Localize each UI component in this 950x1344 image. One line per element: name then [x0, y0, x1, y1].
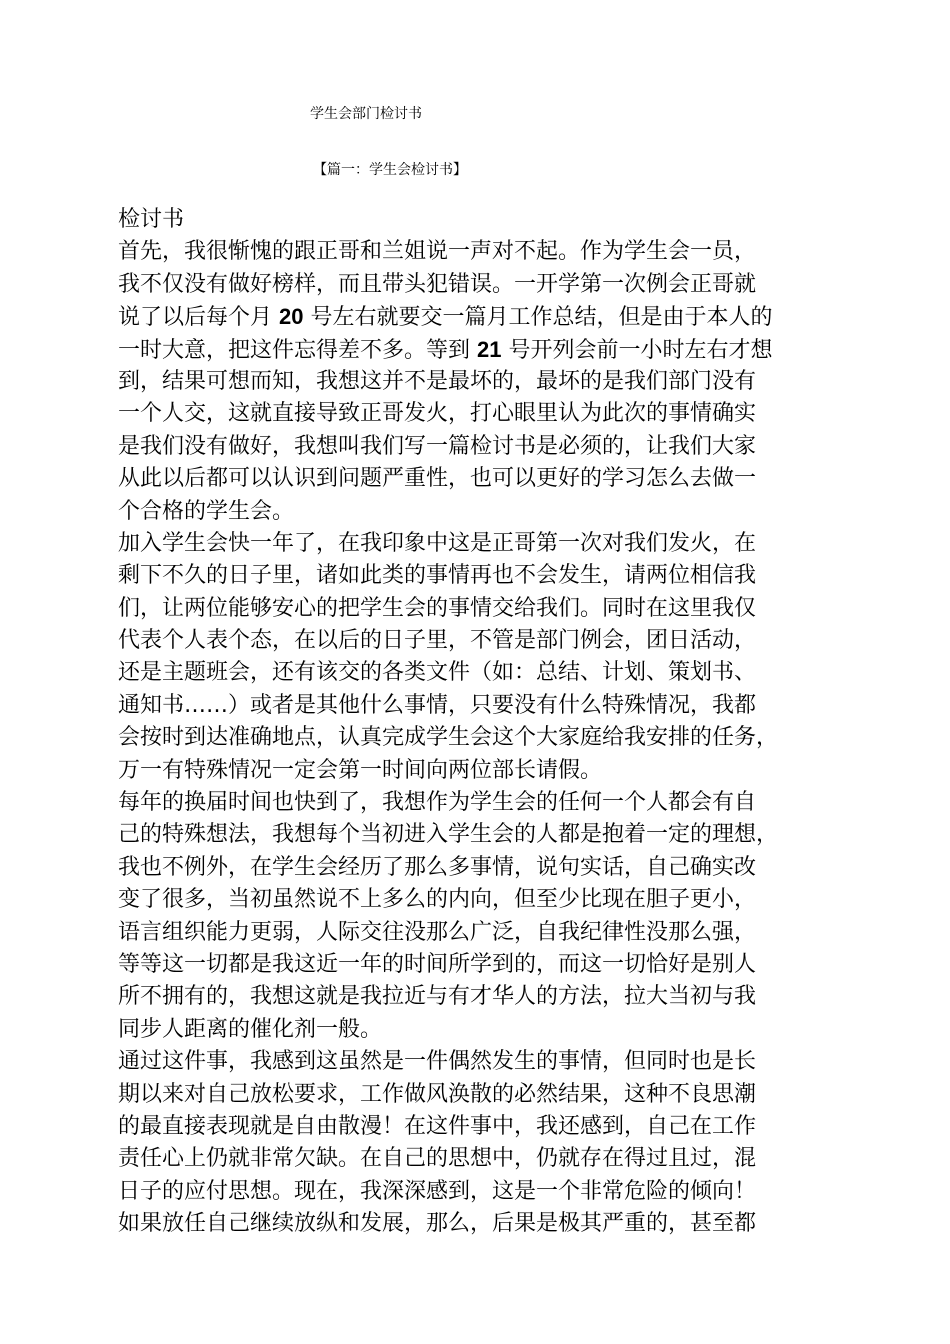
- body-line: 通过这件事，我感到这虽然是一件偶然发生的事情，但同时也是长: [118, 1049, 757, 1075]
- body-line: 如果放任自己继续放纵和发展，那么，后果是极其严重的，甚至都: [118, 1211, 757, 1237]
- body-line: 们，让两位能够安心的把学生会的事情交给我们。同时在这里我仅: [118, 595, 757, 621]
- document-body: [118, 204, 834, 1241]
- document-title: 学生会部门检讨书: [310, 106, 422, 122]
- body-line: 说了以后每个月 20 号左右就要交一篇月工作总结，但是由于本人的: [118, 304, 773, 331]
- body-line: 一个人交，这就直接导致正哥发火，打心眼里认为此次的事情确实: [118, 401, 757, 427]
- document-subtitle: 【篇一：学生会检讨书】: [313, 162, 467, 178]
- body-line: 期以来对自己放松要求，工作做风涣散的必然结果，这种不良思潮: [118, 1081, 757, 1107]
- body-line: 等等这一切都是我这近一年的时间所学到的，而这一切恰好是别人: [118, 951, 757, 977]
- body-line: 加入学生会快一年了，在我印象中这是正哥第一次对我们发火，在: [118, 530, 757, 556]
- body-line: 责任心上仍就非常欠缺。在自己的思想中，仍就存在得过且过，混: [118, 1146, 757, 1172]
- body-line: 万一有特殊情况一定会第一时间向两位部长请假。: [118, 757, 603, 783]
- body-line: 到，结果可想而知，我想这并不是最坏的，最坏的是我们部门没有: [118, 368, 757, 394]
- body-line: 每年的换届时间也快到了，我想作为学生会的任何一个人都会有自: [118, 790, 757, 816]
- body-line: 我也不例外，在学生会经历了那么多事情，说句实话，自己确实改: [118, 854, 757, 880]
- body-line: 还是主题班会，还有该交的各类文件（如：总结、计划、策划书、: [118, 660, 757, 686]
- body-line: 首先，我很惭愧的跟正哥和兰姐说一声对不起。作为学生会一员，: [118, 239, 757, 265]
- body-line: 从此以后都可以认识到问题严重性，也可以更好的学习怎么去做一: [118, 466, 757, 492]
- body-line: 日子的应付思想。现在，我深深感到，这是一个非常危险的倾向！: [118, 1178, 757, 1204]
- body-line: 代表个人表个态，在以后的日子里，不管是部门例会，团日活动，: [118, 628, 757, 654]
- body-line: 一时大意，把这件忘得差不多。等到 21 号开列会前一小时左右才想: [118, 336, 773, 363]
- body-line: 通知书……）或者是其他什么事情，只要没有什么特殊情况，我都: [118, 692, 757, 718]
- body-heading: 检讨书: [118, 207, 185, 232]
- body-line: 的最直接表现就是自由散漫！在这件事中，我还感到，自己在工作: [118, 1113, 757, 1139]
- body-line: 我不仅没有做好榜样，而且带头犯错误。一开学第一次例会正哥就: [118, 271, 757, 297]
- body-line: 是我们没有做好，我想叫我们写一篇检讨书是必须的，让我们大家: [118, 433, 757, 459]
- body-line: 会按时到达准确地点，认真完成学生会这个大家庭给我安排的任务，: [118, 725, 779, 751]
- body-line: 己的特殊想法，我想每个当初进入学生会的人都是抱着一定的理想，: [118, 822, 779, 848]
- body-line: 变了很多，当初虽然说不上多么的内向，但至少比现在胆子更小，: [118, 887, 757, 913]
- body-line: 语言组织能力更弱，人际交往没那么广泛，自我纪律性没那么强，: [118, 919, 757, 945]
- body-line: 个合格的学生会。: [118, 498, 295, 524]
- body-line: 剩下不久的日子里，诸如此类的事情再也不会发生，请两位相信我: [118, 563, 757, 589]
- body-line: 所不拥有的，我想这就是我拉近与有才华人的方法，拉大当初与我: [118, 984, 757, 1010]
- body-line: 同步人距离的催化剂一般。: [118, 1016, 383, 1042]
